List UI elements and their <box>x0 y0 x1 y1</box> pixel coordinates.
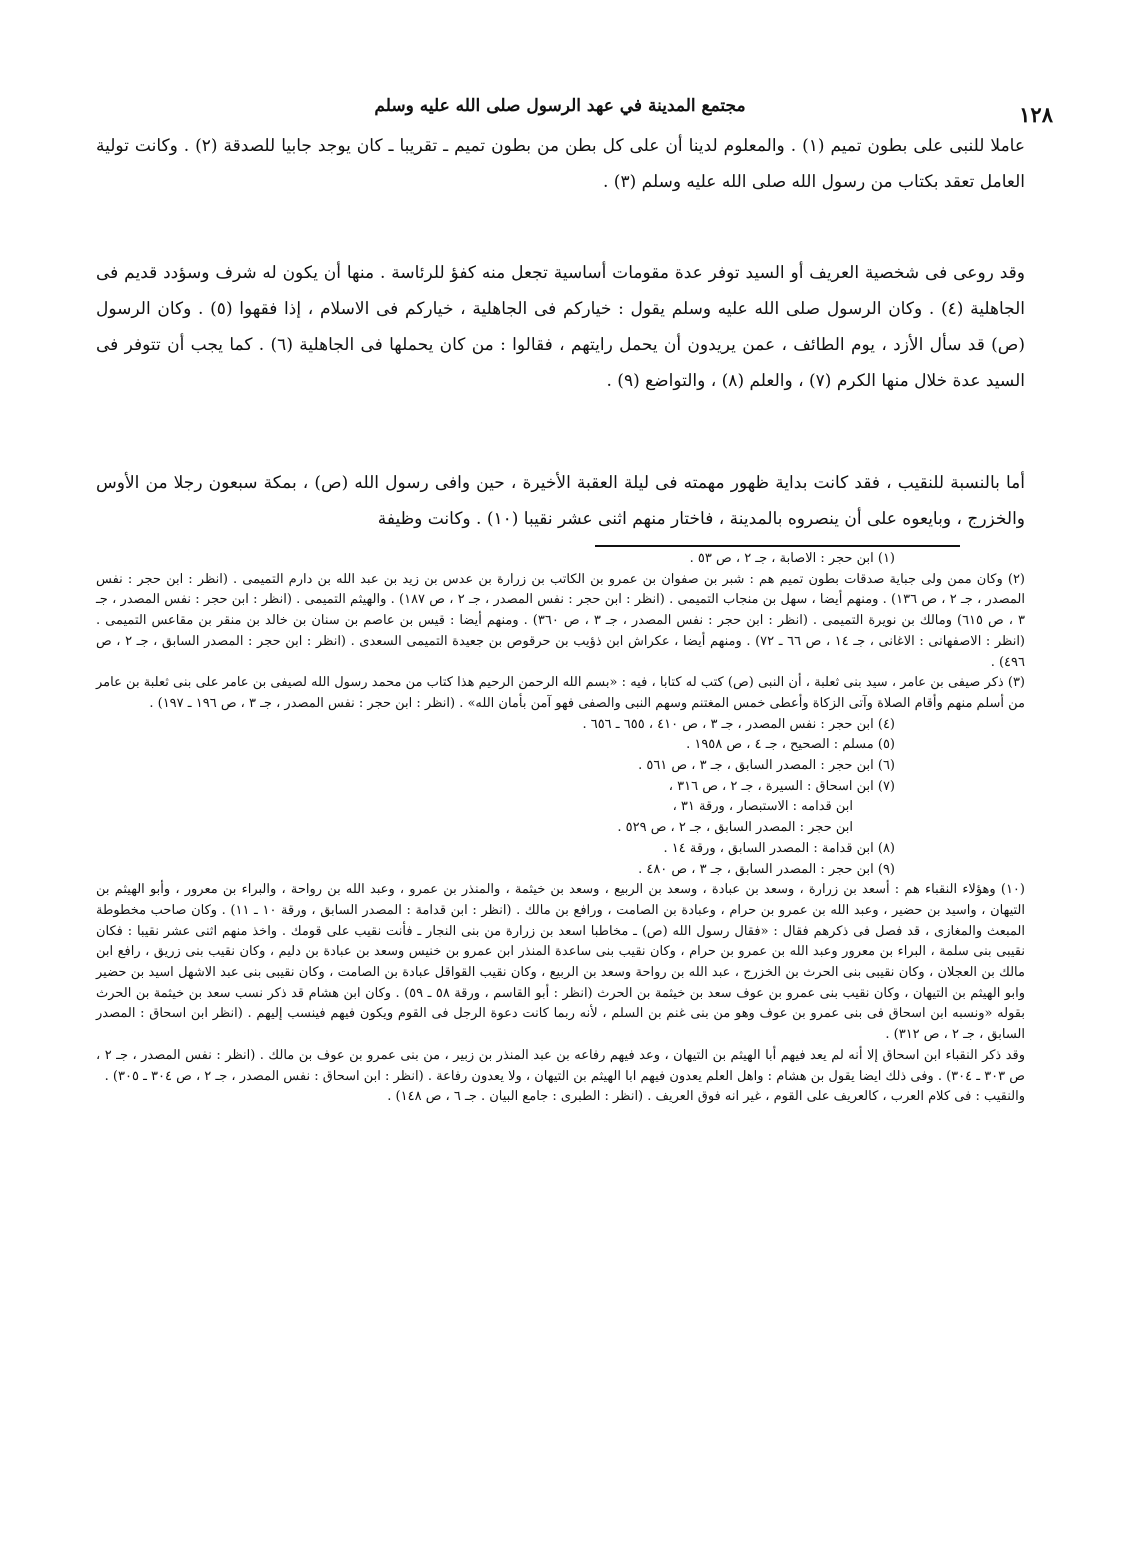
page-number: ١٢٨ <box>1019 102 1053 127</box>
body-paragraph <box>96 255 1025 399</box>
body-paragraph <box>96 128 1025 200</box>
footnote: (٢) وكان ممن ولى جباية صدقات بطون تميم هم : شبر بن صفوان بن عمرو بن الكاتب بن زرارة بن عدس بن زيد بن عبد الله بن دارم التميمى . (انظر : ابن حجر : نفس المصدر ، جـ ٢ ، ص ١٣٦) . ومنهم أيضا ، سهل بن منجاب التميمى . (انظر : ابن حجر : نفس المصدر ، جـ ٢ ، ص ١٨٧) . والهيثم التميمى . (انظر : ابن حجر : نفس المصدر ، جـ ٣ ، ص ٦١٥) ومالك بن نويرة التميمى . (انظر : ابن حجر : نفس المصدر ، جـ ٣ ، ص ٣٦٠) . ومنهم أيضا : قيس بن عاصم بن سنان بن خالد بن منقر بن مقاعس التميمى . (انظر : الاصفهانى : الاغانى ، جـ ١٤ ، ص ٦٦ ـ ٧٢) . ومنهم أيضا ، عكراش ابن ذؤيب بن حرقوص بن جعيدة التميمى السعدى . (انظر : ابن حجر : المصدر السابق ، جـ ٢ ، ص ٤٩٦) . <box>96 571 1026 670</box>
paragraph-text: أما بالنسبة للنقيب ، فقد كانت بداية ظهور مهمته فى ليلة العقبة الأخيرة ، حين وافى رسول الله (ص) ، بمكة سبعون رجلا من الأوس والخزرج ، وبايعوه على أن ينصروه بالمدينة ، فاختار منهم اثنى عشر نقيبا (١٠) . وكانت وظيفة <box>96 473 1025 529</box>
paragraph-text: وقد روعى فى شخصية العريف أو السيد توفر عدة مقومات أساسية تجعل منه كفؤ للرئاسة . منها أن يكون له شرف وسؤدد قديم فى الجاهلية (٤) . وكان الرسول صلى الله عليه وسلم يقول : خياركم فى الجاهلية ، خياركم فى الاسلام ، إذا فقهوا (٥) . وكان الرسول (ص) قد سأل الأزد ، يوم الطائف ، عمن يريدون أن يحمل رايتهم ، فقالوا : من كان يحملها فى الجاهلية (٦) . كما يجب أن تتوفر فى السيد عدة خلال منها الكرم (٧) ، والعلم (٨) ، والتواضع (٩) . <box>96 263 1025 391</box>
body-paragraph <box>96 465 1025 537</box>
running-head: مجتمع المدينة في عهد الرسول صلى الله عليه وسلم <box>374 96 746 116</box>
footnote: ابن حجر : المصدر السابق ، جـ ٢ ، ص ٥٢٩ . <box>617 820 853 836</box>
footnote: (٦) ابن حجر : المصدر السابق ، جـ ٣ ، ص ٥٦١ . <box>638 758 895 774</box>
footnote: ابن قدامه : الاستبصار ، ورقة ٣١ ، <box>672 799 853 815</box>
footnote: (٨) ابن قدامة : المصدر السابق ، ورقة ١٤ . <box>663 840 895 856</box>
footnote: (٩) ابن حجر : المصدر السابق ، جـ ٣ ، ص ٤٨٠ . <box>638 861 895 877</box>
footnote: (٣) ذكر صيفى بن عامر ، سيد بنى ثعلبة ، أن النبى (ص) كتب له كتابا ، فيه : «بسم الله الرحمن الرحيم هذا كتاب من محمد رسول الله لصيفى بن عامر على بنى ثعلبة بن عامر من أسلم منهم وأقام الصلاة وآتى الزكاة وأعطى خمس المغتنم وسهم النبى والصفى فهو آمن بأمان الله» . (انظر : ابن حجر : نفس المصدر ، جـ ٣ ، ص ١٩٦ ـ ١٩٧) . <box>96 675 1025 711</box>
footnote: (١) ابن حجر : الاصابة ، جـ ٢ ، ص ٥٣ . <box>689 551 895 566</box>
footnote: (٤) ابن حجر : نفس المصدر ، جـ ٣ ، ص ٤١٠ ، ٦٥٥ ـ ٦٥٦ . <box>582 716 895 732</box>
footnote: والنقيب : فى كلام العرب ، كالعريف على القوم ، غير انه فوق العريف . (انظر : الطبرى : جامع البيان . جـ ٦ ، ص ١٤٨) . <box>387 1089 1025 1105</box>
footnote: (١٠) وهؤلاء النقباء هم : أسعد بن زرارة ، وسعد بن عبادة ، وسعد بن الربيع ، وسعد بن خيثمة ، والمنذر بن عمرو ، وعبد الله بن رواحة ، والبراء بن معرور ، وأبو الهيثم بن التيهان ، واسيد بن حضير ، وعبد الله بن عمرو بن حرام ، وعبادة بن الصامت ، ورافع بن مالك . (انظر : ابن قدامة : المصدر السابق ، ورقة ١٠ ـ ١١) . وكان صاحب مخطوطة المبعث والمغازى ، قد فصل فى ذكرهم فقال : «فقال رسول الله (ص) ـ مخاطبا اسعد بن زرارة من بنى النجار ـ فأنت نقيب على قومك . واخذ منهم اثنى عشر نقيبا : فكان نقيبى بنى سلمة ، البراء بن معرور وعبد الله بن عمرو بن حرام ، وكان نقيب بنى ساعدة المنذر ابن عمرو بن خنيس وسعد بن عبادة بن دليم ، وكان نقيب بنى زريق ، رافع ابن مالك بن العجلان ، وكان نقيبى بنى الحرث بن الخزرج ، عبد الله بن رواحة وسعد بن الربيع ، وكان نقيب القواقل عبادة بن الصامت ، وكان نقيبى بنى عبد الاشهل اسيد بن حضير وابو الهيثم بن التيهان ، وكان نقيب بنى عمرو بن عوف سعد بن خيثمة بن الحرث (انظر : أبو القاسم ، ورقة ٥٨ ـ ٥٩) . وكان ابن هشام قد ذكر نسب سعد بن خيثمة بن الحرث بقوله «ونسبه ابن اسحاق فى بنى عمرو بن عوف وهو من بنى غنم بن السلم ، لأنه ربما كانت دعوة الرجل فى القوم ويكون فيهم فينسب إليهم . (انظر ابن اسحاق : المصدر السابق ، جـ ٢ ، ص ٣١٢) . <box>96 882 1026 1043</box>
footnote: (٥) مسلم : الصحيح ، جـ ٤ ، ص ١٩٥٨ . <box>686 737 895 753</box>
paragraph-text: عاملا للنبى على بطون تميم (١) . والمعلوم لدينا أن على كل بطن من بطون تميم ـ تقريبا ـ كان يوجد جابيا للصدقة (٢) . وكانت تولية العامل تعقد بكتاب من رسول الله صلى الله عليه وسلم (٣) . <box>96 136 1025 192</box>
footnote: (٧) ابن اسحاق : السيرة ، جـ ٢ ، ص ٣١٦ ، <box>668 778 895 794</box>
footnotes <box>96 549 1025 1108</box>
footnote: وقد ذكر النقباء ابن اسحاق إلا أنه لم يعد فيهم أبا الهيثم بن التيهان ، وعد فيهم رفاعه بن عبد المنذر بن زبير ، من بنى عمرو بن عوف بن مالك . (انظر : نفس المصدر ، جـ ٢ ، ص ٣٠٣ ـ ٣٠٤) . وفى ذلك ايضا يقول بن هشام : واهل العلم يعدون فيهم ابا الهيثم بن التيهان ، ولا يعدون رفاعة . (انظر : ابن اسحاق : نفس المصدر ، جـ ٢ ، ص ٣٠٤ ـ ٣٠٥) . <box>96 1047 1026 1084</box>
footnote-separator <box>595 545 960 547</box>
